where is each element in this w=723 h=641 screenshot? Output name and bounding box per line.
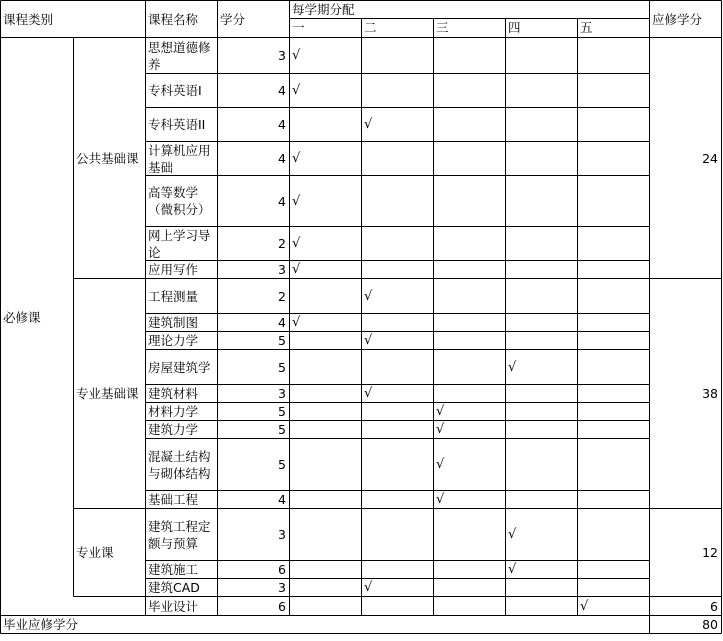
header-credit: 学分 [220, 11, 246, 27]
semester-cell [290, 509, 361, 560]
semester-cell [506, 74, 577, 107]
semester-cell [290, 579, 361, 596]
semester-cell [578, 176, 649, 226]
course-credit: 3 [278, 580, 286, 595]
course-name: 思想道德修养 [148, 39, 211, 72]
semester-cell [578, 509, 649, 560]
group-required-credit: 12 [702, 545, 718, 560]
semester-cell [578, 421, 649, 438]
check-mark: √ [292, 151, 301, 166]
semester-cell [434, 509, 505, 560]
header-semester-2: 二 [364, 20, 377, 35]
semester-cell [506, 439, 577, 490]
semester-cell [578, 279, 649, 313]
semester-cell [506, 108, 577, 141]
course-name: 基础工程 [148, 492, 199, 507]
thesis-credit: 6 [278, 598, 286, 614]
check-mark: √ [364, 288, 373, 304]
check-mark: √ [292, 262, 301, 277]
course-name: 专科英语II [148, 117, 206, 132]
header-semester-1: 一 [292, 20, 305, 35]
check-mark: √ [292, 236, 301, 251]
semester-cell [506, 491, 577, 508]
semester-cell [506, 38, 577, 73]
semester-cell [290, 279, 361, 313]
course-credit: 3 [278, 48, 286, 63]
semester-cell [578, 74, 649, 107]
total-label: 毕业应修学分 [3, 617, 79, 632]
semester-cell [506, 332, 577, 349]
course-credit: 3 [278, 527, 286, 542]
semester-cell [362, 314, 433, 331]
semester-cell [578, 491, 649, 508]
thesis-name: 毕业设计 [148, 598, 199, 614]
check-mark: √ [436, 404, 445, 419]
check-mark: √ [436, 422, 445, 437]
semester-cell [578, 579, 649, 596]
check-mark: √ [580, 598, 589, 614]
semester-cell [434, 38, 505, 73]
semester-cell [434, 350, 505, 384]
course-name: 建筑CAD [148, 580, 200, 595]
course-credit: 5 [278, 422, 286, 437]
semester-cell [290, 561, 361, 578]
course-credit: 6 [278, 562, 286, 577]
course-name: 建筑工程定额与预算 [148, 518, 211, 551]
semester-cell [434, 261, 505, 278]
semester-cell [290, 108, 361, 141]
semester-cell [434, 108, 505, 141]
semester-cell [434, 332, 505, 349]
semester-cell [362, 74, 433, 107]
header-course-name: 课程名称 [148, 11, 199, 27]
course-name: 应用写作 [148, 262, 199, 277]
group-name: 公共基础课 [76, 150, 139, 166]
header-semester-4: 四 [508, 20, 521, 35]
semester-cell [362, 227, 433, 260]
semester-cell [578, 561, 649, 578]
semester-cell [578, 332, 649, 349]
semester-cell [434, 227, 505, 260]
semester-cell [578, 439, 649, 490]
semester-cell [434, 597, 505, 615]
course-credit: 4 [278, 492, 286, 507]
course-name: 理论力学 [148, 333, 199, 348]
header-semester-group: 每学期分配 [292, 2, 355, 17]
semester-cell [362, 561, 433, 578]
check-mark: √ [364, 117, 373, 132]
semester-cell [290, 332, 361, 349]
total-value: 80 [702, 617, 718, 632]
semester-cell [434, 314, 505, 331]
semester-cell [290, 597, 361, 615]
check-mark: √ [364, 580, 373, 595]
semester-cell [362, 350, 433, 384]
semester-cell [434, 74, 505, 107]
course-credit: 5 [278, 457, 286, 472]
course-name: 建筑力学 [148, 422, 199, 437]
check-mark: √ [292, 83, 301, 98]
semester-cell [290, 439, 361, 490]
semester-cell [290, 403, 361, 420]
header-semester-3: 三 [436, 20, 449, 35]
semester-cell [578, 108, 649, 141]
course-credit: 5 [278, 359, 286, 375]
semester-cell [362, 403, 433, 420]
semester-cell [578, 314, 649, 331]
semester-cell [434, 561, 505, 578]
course-credit: 3 [278, 386, 286, 401]
semester-cell [434, 279, 505, 313]
category-required: 必修课 [3, 309, 41, 325]
thesis-required-credit: 6 [710, 598, 718, 614]
semester-cell [578, 403, 649, 420]
check-mark: √ [292, 193, 301, 209]
course-name: 混凝土结构与砌体结构 [148, 448, 211, 481]
check-mark: √ [436, 457, 445, 472]
semester-cell [578, 227, 649, 260]
course-name: 建筑材料 [148, 386, 199, 401]
semester-cell [362, 261, 433, 278]
semester-cell [506, 579, 577, 596]
check-mark: √ [292, 48, 301, 63]
group-required-credit: 24 [702, 150, 718, 166]
check-mark: √ [292, 315, 301, 330]
course-name: 房屋建筑学 [148, 359, 211, 375]
semester-cell [290, 421, 361, 438]
semester-cell [506, 142, 577, 175]
semester-cell [506, 176, 577, 226]
course-credit: 4 [278, 83, 286, 98]
semester-cell [362, 597, 433, 615]
semester-cell [506, 421, 577, 438]
semester-cell [290, 350, 361, 384]
semester-cell [506, 314, 577, 331]
semester-cell [362, 142, 433, 175]
semester-cell [578, 261, 649, 278]
semester-cell [434, 579, 505, 596]
check-mark: √ [508, 359, 517, 375]
semester-cell [290, 385, 361, 402]
course-credit: 5 [278, 404, 286, 419]
semester-cell [506, 261, 577, 278]
semester-cell [578, 385, 649, 402]
semester-cell [362, 509, 433, 560]
semester-cell [506, 279, 577, 313]
course-credit: 5 [278, 333, 286, 348]
group-name: 专业基础课 [76, 386, 139, 401]
course-name: 工程测量 [148, 288, 199, 304]
semester-cell [506, 385, 577, 402]
check-mark: √ [436, 492, 445, 507]
semester-cell [578, 350, 649, 384]
course-name: 网上学习导论 [148, 227, 211, 260]
course-name: 高等数学（微积分） [148, 185, 211, 217]
check-mark: √ [508, 527, 517, 542]
check-mark: √ [364, 386, 373, 401]
course-name: 专科英语Ⅰ [148, 83, 202, 98]
course-credit: 2 [278, 236, 286, 251]
semester-cell [434, 176, 505, 226]
semester-cell [362, 38, 433, 73]
check-mark: √ [364, 333, 373, 348]
header-semester-5: 五 [580, 20, 593, 35]
course-name: 建筑制图 [148, 315, 199, 330]
course-credit: 4 [278, 117, 286, 132]
course-credit: 2 [278, 288, 286, 304]
semester-cell [362, 439, 433, 490]
header-required-credit: 应修学分 [652, 11, 703, 27]
course-name: 建筑施工 [148, 562, 199, 577]
group-name: 专业课 [76, 545, 114, 560]
semester-cell [506, 403, 577, 420]
semester-cell [362, 491, 433, 508]
semester-cell [434, 142, 505, 175]
semester-cell [290, 491, 361, 508]
group-required-credit: 38 [702, 386, 718, 401]
course-credit: 4 [278, 315, 286, 330]
semester-cell [578, 142, 649, 175]
course-credit: 3 [278, 262, 286, 277]
check-mark: √ [508, 562, 517, 577]
semester-cell [506, 597, 577, 615]
semester-cell [434, 385, 505, 402]
course-credit: 4 [278, 193, 286, 209]
semester-cell [362, 421, 433, 438]
course-credit: 4 [278, 151, 286, 166]
header-category: 课程类别 [3, 11, 54, 27]
semester-cell [578, 38, 649, 73]
course-name: 材料力学 [148, 404, 199, 419]
semester-cell [506, 227, 577, 260]
semester-cell [362, 176, 433, 226]
course-name: 计算机应用基础 [148, 142, 211, 175]
